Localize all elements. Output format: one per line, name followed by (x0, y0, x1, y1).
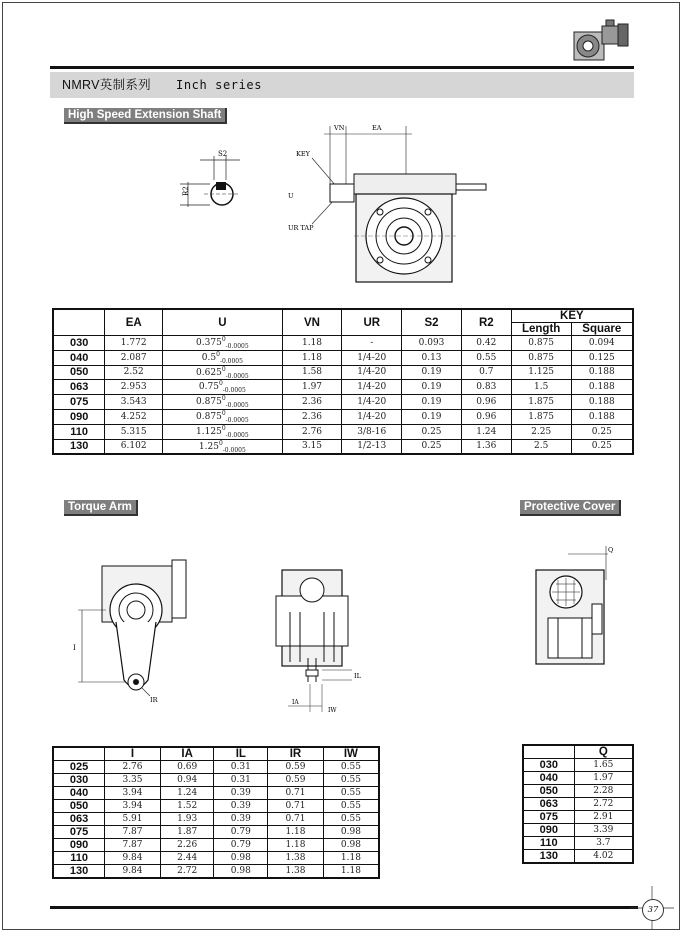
i-value: 3.35 (105, 774, 161, 787)
ir-value: 1.38 (268, 852, 324, 865)
bottom-rule (50, 906, 638, 909)
iw-value: 0.55 (323, 813, 379, 826)
top-rule (50, 66, 634, 69)
size-code: 075 (523, 811, 574, 824)
header-ur: UR (342, 309, 402, 336)
ia-value: 0.69 (160, 761, 214, 774)
table-row (523, 759, 633, 772)
ia-value: 1.52 (160, 800, 214, 813)
il-value: 0.39 (214, 787, 268, 800)
u-value: $0.875^0_{-0.0005}$ (163, 395, 283, 410)
vn-value: 1.18 (282, 350, 342, 365)
size-code: 110 (523, 837, 574, 850)
size-code: 030 (53, 774, 105, 787)
header-ea: EA (105, 309, 163, 336)
iw-value: 0.98 (323, 826, 379, 839)
table-row (53, 336, 633, 351)
label-vn: VN (334, 124, 345, 132)
size-code: 030 (523, 759, 574, 772)
label-iw: IW (328, 707, 337, 714)
u-tolerance: -0.0005 (225, 416, 249, 424)
ia-value: 2.72 (160, 865, 214, 879)
ur-value: 3/8-16 (342, 424, 402, 439)
ea-value: 2.953 (105, 380, 163, 395)
il-value: 0.31 (214, 761, 268, 774)
table-row (53, 409, 633, 424)
label-ur-tap: UR TAP (288, 224, 314, 232)
u-value: $1.125^0_{-0.0005}$ (163, 424, 283, 439)
s2-value: 0.19 (402, 365, 462, 380)
iw-value: 1.18 (323, 852, 379, 865)
label-r2: R2 (182, 186, 190, 196)
size-code: 025 (53, 761, 105, 774)
header-s2: S2 (402, 309, 462, 336)
torque-section-title: Torque Arm (64, 500, 138, 516)
size-code: 063 (53, 813, 105, 826)
series-header (50, 72, 634, 98)
torque-arm-front-drawing (72, 556, 192, 706)
ea-value: 3.543 (105, 395, 163, 410)
il-value: 0.39 (214, 800, 268, 813)
q-value: 2.91 (574, 811, 633, 824)
header-u: U (163, 309, 283, 336)
ur-value: 1/2-13 (342, 439, 402, 454)
r2-value: 1.24 (461, 424, 511, 439)
i-value: 7.87 (105, 826, 161, 839)
u-main: 0.375 (196, 338, 222, 348)
extension-shaft-drawing (284, 118, 496, 288)
header-vn: VN (282, 309, 342, 336)
key-length-value: 1.5 (511, 380, 571, 395)
torque-arm-side-drawing (272, 566, 368, 714)
key-square-value: 0.188 (571, 409, 633, 424)
i-value: 9.84 (105, 865, 161, 879)
q-value: 3.39 (574, 824, 633, 837)
vn-value: 2.36 (282, 409, 342, 424)
ir-value: 0.71 (268, 813, 324, 826)
q-value: 3.7 (574, 837, 633, 850)
ur-value: 1/4-20 (342, 395, 402, 410)
il-value: 0.31 (214, 774, 268, 787)
size-code: 040 (53, 787, 105, 800)
size-code: 110 (53, 852, 105, 865)
u-main: 0.625 (196, 367, 222, 378)
i-value: 9.84 (105, 852, 161, 865)
r2-value: 0.83 (461, 380, 511, 395)
i-value: 3.94 (105, 787, 161, 800)
ur-value: 1/4-20 (342, 365, 402, 380)
iw-value: 0.98 (323, 839, 379, 852)
u-value: $0.875^0_{-0.0005}$ (163, 409, 283, 424)
s2-value: 0.19 (402, 409, 462, 424)
label-u: U (288, 192, 294, 200)
key-square-value: 0.094 (571, 336, 633, 351)
ir-value: 0.71 (268, 800, 324, 813)
label-il: IL (354, 672, 361, 680)
size-code: 090 (53, 409, 105, 424)
s2-value: 0.13 (402, 350, 462, 365)
ur-value: 1/4-20 (342, 350, 402, 365)
q-value: 1.97 (574, 772, 633, 785)
ea-value: 4.252 (105, 409, 163, 424)
size-code: 130 (523, 850, 574, 864)
u-tolerance: -0.0005 (219, 357, 243, 365)
ea-value: 2.52 (105, 365, 163, 380)
size-code: 130 (53, 865, 105, 879)
ir-value: 0.71 (268, 787, 324, 800)
il-value: 0.98 (214, 865, 268, 879)
label-s2: S2 (218, 150, 228, 158)
vn-value: 2.36 (282, 395, 342, 410)
i-value: 2.76 (105, 761, 161, 774)
table-row (523, 785, 633, 798)
s2-value: 0.093 (402, 336, 462, 351)
size-code: 063 (53, 380, 105, 395)
u-value: $1.25^0_{-0.0005}$ (163, 439, 283, 454)
table-row (53, 424, 633, 439)
u-main: 0.875 (196, 397, 222, 408)
size-code: 110 (53, 424, 105, 439)
u-value: $0.625^0_{-0.0005}$ (163, 365, 283, 380)
r2-value: 1.36 (461, 439, 511, 454)
ea-value: 1.772 (105, 336, 163, 351)
key-length-value: 0.875 (511, 350, 571, 365)
table-row (523, 837, 633, 850)
u-value: $0.375^0_{-0.0005}$ (163, 336, 283, 351)
iw-value: 0.55 (323, 761, 379, 774)
ir-value: 0.59 (268, 774, 324, 787)
s2-value: 0.19 (402, 380, 462, 395)
u-value: $0.75^0_{-0.0005}$ (163, 380, 283, 395)
ur-value: 1/4-20 (342, 409, 402, 424)
iw-value: 0.55 (323, 774, 379, 787)
table-row (53, 800, 379, 813)
table-row (53, 350, 633, 365)
gearbox-logo (572, 18, 630, 62)
label-ir: IR (150, 696, 158, 704)
label-ea: EA (372, 124, 382, 132)
q-value: 1.65 (574, 759, 633, 772)
key-length-value: 2.25 (511, 424, 571, 439)
size-code: 050 (53, 365, 105, 380)
torque-arm-table (52, 746, 380, 879)
u-main: 1.125 (196, 426, 222, 437)
table-row (53, 365, 633, 380)
il-value: 0.79 (214, 826, 268, 839)
i-value: 5.91 (105, 813, 161, 826)
series-title-cn: NMRV英制系列 (62, 78, 151, 92)
size-code: 090 (53, 839, 105, 852)
table-row (523, 850, 633, 864)
header-blank (53, 309, 105, 336)
ia-value: 1.87 (160, 826, 214, 839)
vn-value: 3.15 (282, 439, 342, 454)
key-length-value: 0.875 (511, 336, 571, 351)
shaft-dimensions-table (52, 308, 634, 455)
il-value: 0.98 (214, 852, 268, 865)
header-key-length: Length (511, 323, 571, 336)
u-tolerance: -0.0005 (225, 372, 249, 380)
label-ia: IA (292, 699, 299, 706)
ia-value: 2.26 (160, 839, 214, 852)
iw-value: 1.18 (323, 865, 379, 879)
ea-value: 2.087 (105, 350, 163, 365)
protective-cover-table (522, 744, 634, 864)
iw-value: 0.55 (323, 787, 379, 800)
table-row (523, 811, 633, 824)
torque-header-iw: IW (323, 747, 379, 761)
key-square-value: 0.125 (571, 350, 633, 365)
il-value: 0.39 (214, 813, 268, 826)
table-row (53, 813, 379, 826)
shaft-section-drawing (176, 146, 246, 216)
key-square-value: 0.188 (571, 395, 633, 410)
torque-header-il: IL (214, 747, 268, 761)
ea-value: 6.102 (105, 439, 163, 454)
ia-value: 1.24 (160, 787, 214, 800)
size-code: 075 (53, 826, 105, 839)
u-main: 0.5 (201, 352, 217, 363)
q-value: 2.72 (574, 798, 633, 811)
vn-value: 1.97 (282, 380, 342, 395)
table-row (523, 824, 633, 837)
iw-value: 0.55 (323, 800, 379, 813)
u-tolerance: -0.0005 (222, 446, 246, 454)
u-tolerance: -0.0005 (225, 342, 249, 350)
ur-value: 1/4-20 (342, 380, 402, 395)
table-row (53, 839, 379, 852)
table-row (53, 826, 379, 839)
r2-value: 0.96 (461, 395, 511, 410)
table-row (53, 774, 379, 787)
vn-value: 2.76 (282, 424, 342, 439)
page-number: 37 (642, 899, 664, 921)
i-value: 3.94 (105, 800, 161, 813)
size-code: 063 (523, 798, 574, 811)
key-square-value: 0.25 (571, 424, 633, 439)
label-q: Q (608, 546, 614, 554)
u-main: 0.875 (196, 411, 222, 422)
vn-value: 1.18 (282, 336, 342, 351)
size-code: 075 (53, 395, 105, 410)
ur-value: - (342, 336, 402, 351)
s2-value: 0.25 (402, 424, 462, 439)
label-i: I (73, 644, 76, 652)
r2-value: 0.7 (461, 365, 511, 380)
torque-header-ir: IR (268, 747, 324, 761)
protective-cover-drawing (528, 540, 618, 670)
ir-value: 1.38 (268, 865, 324, 879)
u-tolerance: -0.0005 (225, 431, 249, 439)
series-title-en: Inch series (176, 78, 263, 92)
s2-value: 0.25 (402, 439, 462, 454)
s2-value: 0.19 (402, 395, 462, 410)
key-length-value: 1.875 (511, 395, 571, 410)
ea-value: 5.315 (105, 424, 163, 439)
size-code: 090 (523, 824, 574, 837)
i-value: 7.87 (105, 839, 161, 852)
table-row (53, 761, 379, 774)
key-length-value: 1.125 (511, 365, 571, 380)
shaft-section-title: High Speed Extension Shaft (64, 108, 227, 124)
il-value: 0.79 (214, 839, 268, 852)
table-row (53, 380, 633, 395)
ir-value: 0.59 (268, 761, 324, 774)
r2-value: 0.55 (461, 350, 511, 365)
q-value: 4.02 (574, 850, 633, 864)
u-tolerance: -0.0005 (225, 401, 249, 409)
size-code: 050 (523, 785, 574, 798)
r2-value: 0.96 (461, 409, 511, 424)
ir-value: 1.18 (268, 826, 324, 839)
table-row (53, 852, 379, 865)
table-row (53, 865, 379, 879)
torque-header-i: I (105, 747, 161, 761)
r2-value: 0.42 (461, 336, 511, 351)
ia-value: 2.44 (160, 852, 214, 865)
header-key: KEY (511, 309, 633, 323)
key-length-value: 1.875 (511, 409, 571, 424)
key-length-value: 2.5 (511, 439, 571, 454)
q-value: 2.28 (574, 785, 633, 798)
torque-header-ia: IA (160, 747, 214, 761)
size-code: 130 (53, 439, 105, 454)
header-key-square: Square (571, 323, 633, 336)
ia-value: 0.94 (160, 774, 214, 787)
cover-section-title: Protective Cover (520, 500, 621, 516)
table-row (53, 787, 379, 800)
table-row (523, 772, 633, 785)
torque-header-blank (53, 747, 105, 761)
key-square-value: 0.188 (571, 380, 633, 395)
table-row (53, 439, 633, 454)
cover-header-blank (523, 745, 574, 759)
header-r2: R2 (461, 309, 511, 336)
ir-value: 1.18 (268, 839, 324, 852)
size-code: 030 (53, 336, 105, 351)
size-code: 050 (53, 800, 105, 813)
u-main: 0.75 (198, 382, 219, 393)
u-main: 1.25 (198, 441, 219, 452)
label-key: KEY (296, 150, 310, 158)
u-value: $0.5^0_{-0.0005}$ (163, 350, 283, 365)
size-code: 040 (53, 350, 105, 365)
table-row (53, 395, 633, 410)
key-square-value: 0.188 (571, 365, 633, 380)
size-code: 040 (523, 772, 574, 785)
vn-value: 1.58 (282, 365, 342, 380)
u-tolerance: -0.0005 (222, 387, 246, 395)
key-square-value: 0.25 (571, 439, 633, 454)
table-row (523, 798, 633, 811)
ia-value: 1.93 (160, 813, 214, 826)
cover-header-q: Q (574, 745, 633, 759)
